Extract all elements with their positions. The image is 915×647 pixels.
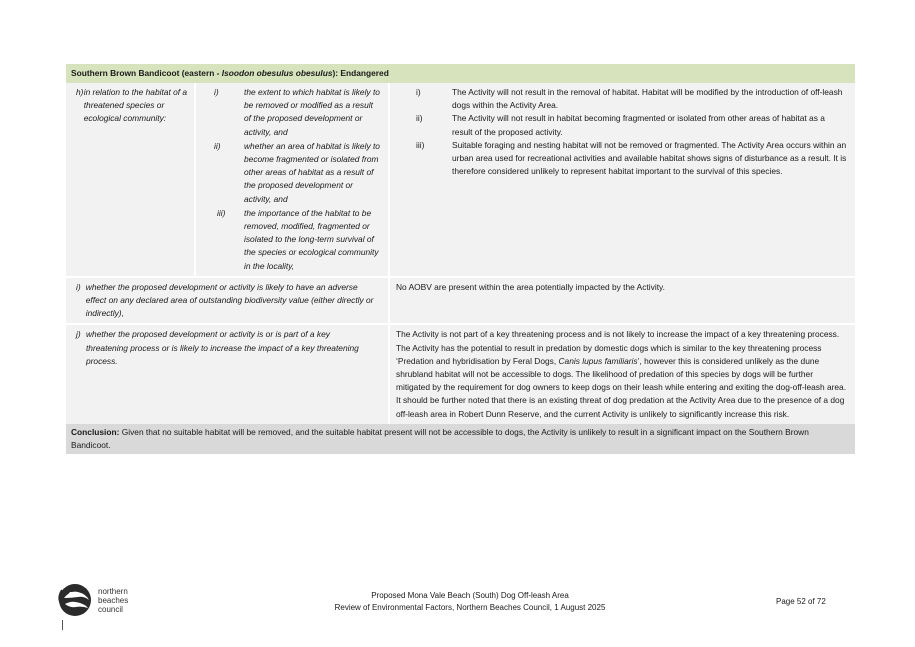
sub-criterion: iii) the importance of the habitat to be removed, modified, fragmented or isolated to the long-term survival of the species or ecological community in the locality,	[217, 207, 379, 271]
response-item: i) The Activity will not result in the removal of habitat. Habitat will be modified by the introduction of off-leash dogs within the Activity Area.	[416, 87, 843, 111]
response-h-cell	[389, 83, 855, 277]
response-j-species: Canis lupus familiaris	[558, 355, 638, 366]
criterion-h-intro: in relation to the habitat of a threatened species or ecological community:	[83, 87, 188, 124]
footer-title: Proposed Mona Vale Beach (South) Dog Off-leash Area Review of Environmental Factors, Northern Beaches Council, 1 August 2025	[334, 591, 606, 612]
header-prefix: Southern Brown Bandicoot (eastern -	[71, 67, 222, 78]
table-row	[66, 83, 855, 277]
divider	[62, 620, 63, 630]
table-row	[66, 324, 855, 423]
criterion-i-cell	[66, 277, 389, 325]
criterion-i-text: whether the proposed development or activity is likely to have an adverse effect on any declared area of outstanding biodiversity value (either directly or indirectly),	[85, 281, 374, 319]
header-suffix: ): Endangered	[332, 67, 389, 78]
response-item: ii) The Activity will not result in habitat becoming fragmented or isolated from other areas of habitat as a result of the proposed activity.	[416, 113, 825, 137]
sub-criterion: i) the extent to which habitat is likely to be removed or modified as a result of the proposed development or activity, and	[214, 87, 380, 137]
response-j-cell: The Activity is not part of a key threatening process and is not likely to increase the impact of a key threatening process. The Activity has the potential to result in predation by domestic dogs which is similar to the key threatening process ‘Predation and hybridisation by Feral Dogs, Canis lupus familiaris’, however this is considered unlikely as the dune shrubland habitat will not be accessible to dogs. The likelihood of predation of this species by dogs will be further mitigated by the requirement for dog owners to keep dogs on their leash while entering and exiting the dog-off-leash area. It should be further noted that there is an existing threat of dog predation at the Activity Area due to the presence of a dog off-leash area in Robert Dunn Reserve, and the current Activity is unlikely to significantly increase this risk.	[389, 324, 855, 423]
criterion-letter: j)	[76, 329, 81, 340]
page-number: Page 52 of 72	[776, 597, 826, 606]
response-i-cell: No AOBV are present within the area potentially impacted by the Activity.	[389, 277, 855, 325]
header-species: Isoodon obesulus obesulus	[221, 67, 333, 78]
assessment-table	[66, 64, 855, 454]
council-logo-icon	[56, 580, 96, 620]
criterion-h-cell	[66, 83, 195, 277]
conclusion	[66, 424, 855, 454]
criterion-letter: i)	[76, 281, 81, 292]
response-item: iii) Suitable foraging and nesting habitat will not be removed or fragmented. The Activity Area occurs within an urban area used for recreational activities and available habitat shows signs of disturbance as a result. It is therefore considered unlikely to represent habitat important to the survival of this species.	[416, 139, 847, 177]
criterion-j-cell	[66, 324, 389, 423]
criterion-letter: h)	[76, 87, 84, 97]
conclusion-label: Conclusion:	[71, 426, 120, 437]
council-logo-text: northern beaches council	[98, 587, 129, 614]
table-row	[66, 277, 855, 325]
sub-criterion: ii) whether an area of habitat is likely to become fragmented or isolated from other areas of habitat as a result of the proposed development or activity, and	[214, 140, 380, 204]
criterion-h-subcell	[195, 83, 389, 277]
conclusion-text: Given that no suitable habitat will be removed, and the suitable habitat present will not be accessible to dogs, the Activity is unlikely to result in a significant impact on the Southern Brown Bandicoot.	[71, 426, 809, 451]
table-header	[66, 64, 855, 83]
criterion-j-text: whether the proposed development or activity is or is part of a key threatening process or is likely to increase the impact of a key threatening process.	[85, 329, 359, 366]
